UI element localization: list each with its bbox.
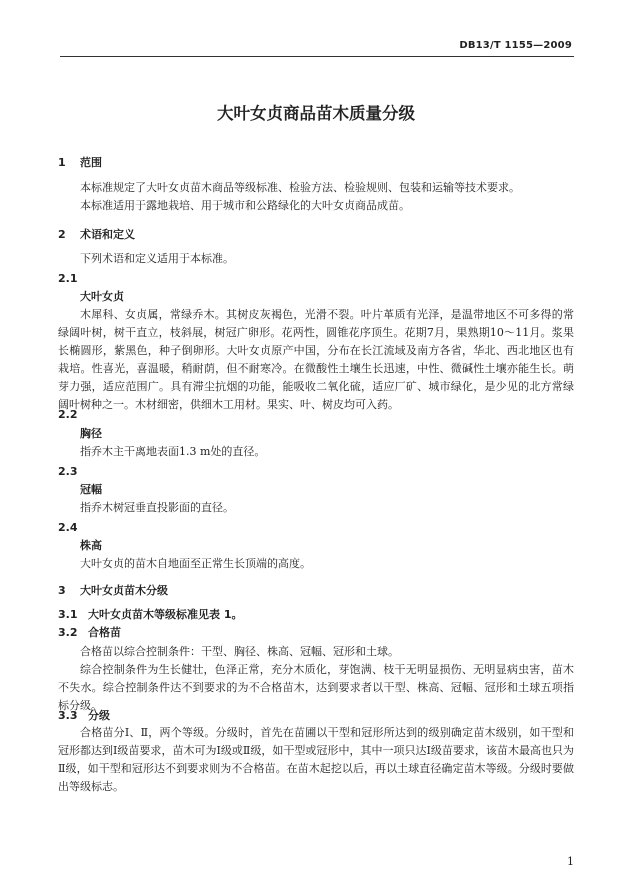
section-2-intro: 下列术语和定义适用于本标准。 <box>80 252 234 265</box>
section-number: 2 <box>58 228 66 241</box>
definition-number: 2.3 <box>58 465 78 478</box>
section-number: 1 <box>58 156 66 169</box>
section-1-paragraph-2: 本标准适用于露地栽培、用于城市和公路绿化的大叶女贞商品成苗。 <box>80 199 410 212</box>
subsection-title: 合格苗 <box>88 626 121 639</box>
definition-text: 指乔木主干离地表面1.3 m处的直径。 <box>80 445 266 458</box>
definition-text: 指乔木树冠垂直投影面的直径。 <box>80 501 234 514</box>
definition-term: 株高 <box>80 539 102 552</box>
definition-term: 大叶女贞 <box>80 290 124 303</box>
subsection-number: 3.2 <box>58 626 78 639</box>
subsection-number: 3.1 <box>58 608 78 621</box>
subsection-3-2-paragraph-1: 合格苗以综合控制条件：干型、胸径、株高、冠幅、冠形和土球。 <box>80 645 399 658</box>
standard-code: DB13/T 1155—2009 <box>459 40 572 51</box>
section-1-paragraph-1: 本标准规定了大叶女贞苗木商品等级标准、检验方法、检验规则、包装和运输等技术要求。 <box>80 181 520 194</box>
subsection-3-3-paragraph: 合格苗分Ⅰ、Ⅱ，两个等级。分级时，首先在苗圃以干型和冠形所达到的级别确定苗木级别，如干型和冠形都达到Ⅰ级苗要求，苗木可为Ⅰ级或Ⅱ级，如干型或冠形中，其中一项只达Ⅰ级苗要求，该苗木最高也只为Ⅱ级，如干型和冠形达不到要求则为不合格苗。在苗木起挖以后，再以土球直径确定苗木等级。分级时要做出等级标志。 <box>58 726 574 793</box>
definition-number: 2.1 <box>58 272 78 285</box>
subsection-title: 大叶女贞苗木等级标准见表 1。 <box>88 608 243 621</box>
section-title: 术语和定义 <box>80 228 135 241</box>
subsection-3-1-heading <box>58 606 574 624</box>
definition-number: 2.2 <box>58 408 78 421</box>
section-3-heading <box>58 582 574 600</box>
definition-term: 冠幅 <box>80 483 102 496</box>
subsection-3-3-heading <box>58 707 574 725</box>
section-title: 大叶女贞苗木分级 <box>80 584 168 597</box>
subsection-3-2-heading <box>58 624 574 642</box>
definition-text: 木犀科、女贞属，常绿乔木。其树皮灰褐色，光滑不裂。叶片革质有光泽，是温带地区不可多得的常绿阔叶树，树干直立，枝斜展，树冠广卵形。花两性，圆锥花序顶生。花期7月，果熟期10～11月。浆果长椭圆形，紫黑色，种子倒卵形。大叶女贞原产中国，分布在长江流域及南方各省，华北、西北地区也有栽培。性喜光，喜温暖，稍耐荫，但不耐寒冷。在微酸性土壤生长迅速，中性、微碱性土壤亦能生长。萌芽力强，适应范围广。具有滞尘抗烟的功能，能吸收二氧化硫，适应厂矿、城市绿化，是少见的北方常绿阔叶树种之一。木材细密，供细木工用材。果实、叶、树皮均可入药。 <box>58 308 574 411</box>
section-number: 3 <box>58 584 66 597</box>
subsection-number: 3.3 <box>58 709 78 722</box>
section-2-heading <box>58 226 574 244</box>
header-rule <box>60 56 574 57</box>
section-1-heading <box>58 154 574 172</box>
document-title: 大叶女贞商品苗木质量分级 <box>217 104 415 123</box>
subsection-3-2-paragraph-2: 综合控制条件为生长健壮，色泽正常，充分木质化，芽饱满、枝干无明显损伤、无明显病虫害，苗木不失水。综合控制条件达不到要求的为不合格苗木，达到要求者以干型、株高、冠幅、冠形和土球五项指标分级。 <box>58 663 574 712</box>
subsection-title: 分级 <box>88 709 110 722</box>
page-number: 1 <box>567 855 574 868</box>
definition-term: 胸径 <box>80 427 102 440</box>
definition-number: 2.4 <box>58 521 78 534</box>
section-title: 范围 <box>80 156 102 169</box>
definition-text: 大叶女贞的苗木自地面至正常生长顶端的高度。 <box>80 557 311 570</box>
